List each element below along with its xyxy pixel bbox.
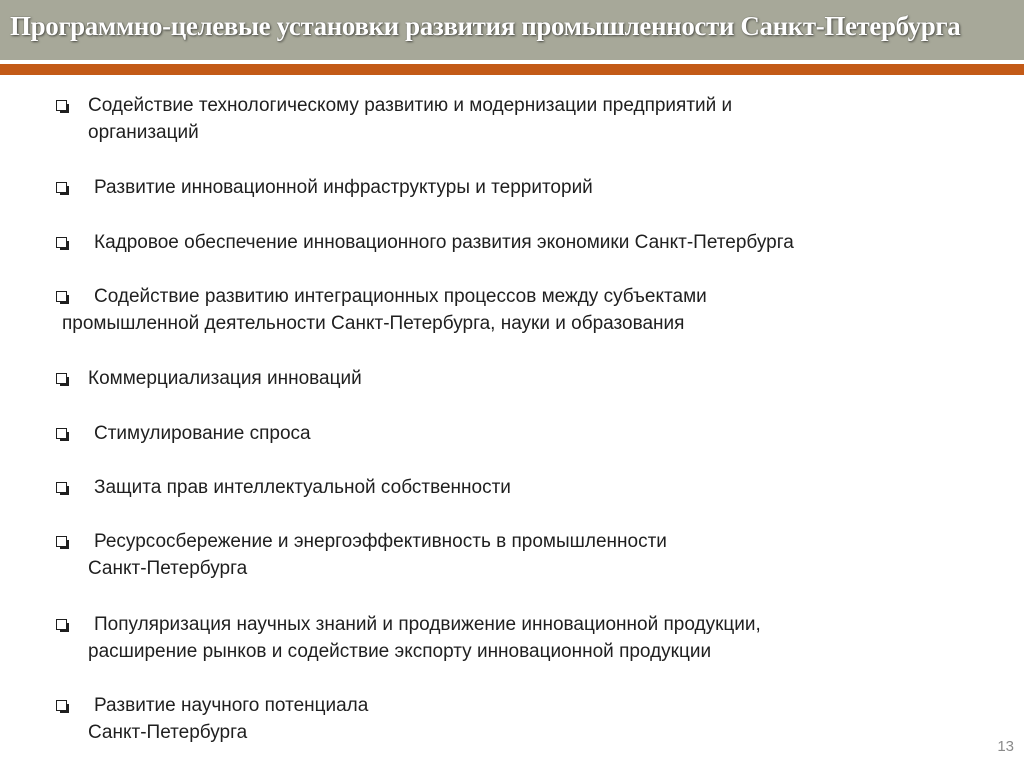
checkbox-bullet-icon (56, 100, 67, 111)
checkbox-bullet-icon (56, 237, 67, 248)
checkbox-bullet-icon (56, 619, 67, 630)
list-item-line: Санкт-Петербурга (88, 558, 248, 579)
list-item-line: промышленной деятельности Санкт-Петербурга, науки и образования (62, 313, 685, 334)
list-item-line: организаций (88, 122, 199, 143)
checkbox-bullet-icon (56, 536, 67, 547)
list-item-line: Содействие развитию интеграционных процессов между субъектами (94, 286, 707, 307)
list-item-line: расширение рынков и содействие экспорту инновационной продукции (88, 641, 712, 662)
list-item-line: Санкт-Петербурга (88, 722, 248, 743)
list-item-line: Кадровое обеспечение инновационного развития экономики Санкт-Петербурга (94, 232, 794, 253)
checkbox-bullet-icon (56, 428, 67, 439)
list-item-line: Популяризация научных знаний и продвижение инновационной продукции, (94, 614, 761, 635)
checkbox-bullet-icon (56, 700, 67, 711)
checkbox-bullet-icon (56, 291, 67, 302)
slide-title: Программно-целевые установки развития промышленности Санкт-Петербурга (10, 11, 961, 41)
checkbox-bullet-icon (56, 182, 67, 193)
list-item-line: Стимулирование спроса (94, 423, 311, 444)
list-item-line: Ресурсосбережение и энергоэффективность в промышленности (94, 531, 667, 552)
checkbox-bullet-icon (56, 482, 67, 493)
list-item-line: Развитие инновационной инфраструктуры и территорий (94, 177, 593, 198)
list-item-line: Защита прав интеллектуальной собственности (94, 477, 511, 498)
list-item-line: Развитие научного потенциала (94, 695, 369, 716)
checkbox-bullet-icon (56, 373, 67, 384)
list-item-line: Коммерциализация инноваций (88, 368, 362, 389)
slide-number: 13 (997, 738, 1014, 755)
list-item-line: Содействие технологическому развитию и модернизации предприятий и (88, 95, 733, 116)
